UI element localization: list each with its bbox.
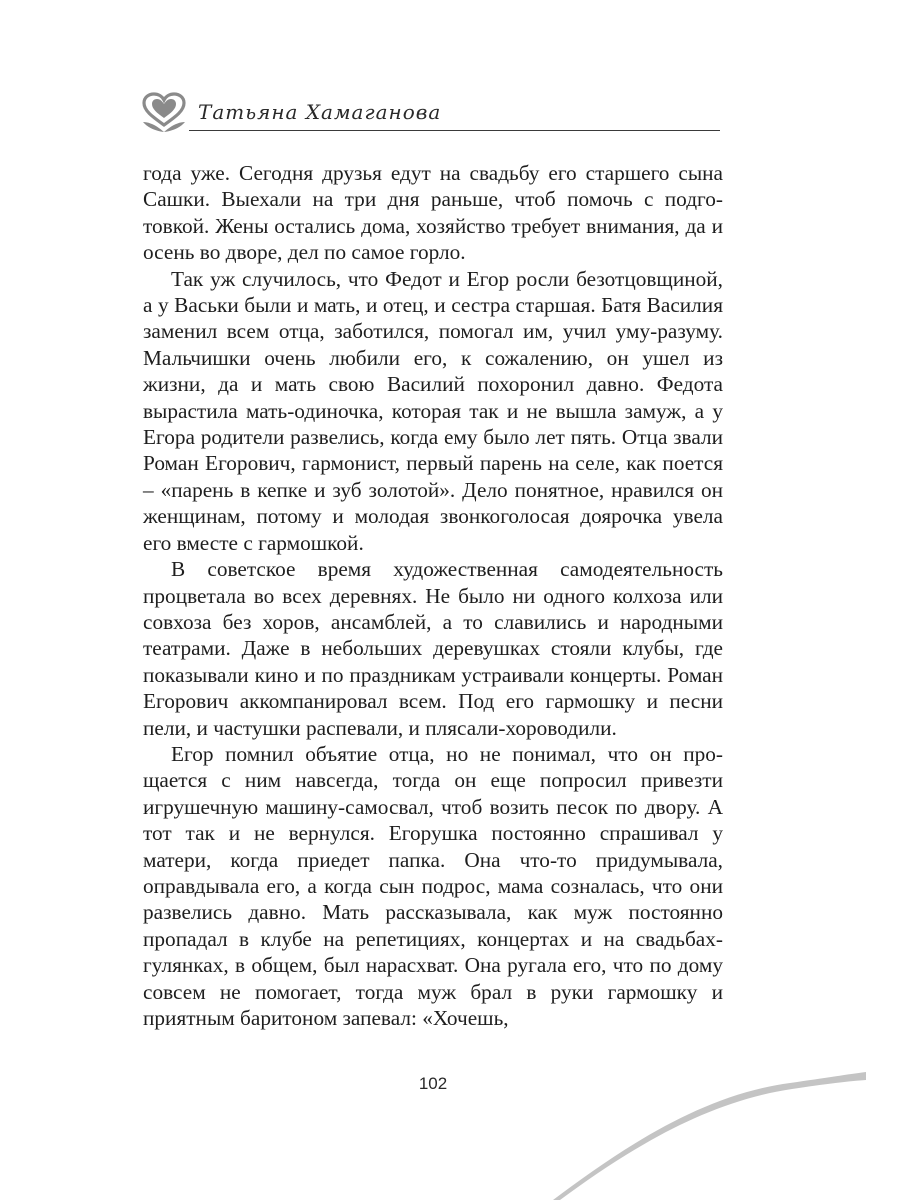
paragraph: Так уж случилось, что Федот и Егор росли безотцовщиной, а у Васьки были и мать, и отец, и сестра старшая. Батя Василия заменил всем отца, заботился, помогал им, учил уму-разуму. Мальчишки очень любили его, к сожалению, он ушел из жизни, да и мать свою Василий похоронил давно. Федота вырастила мать-одиночка, которая так и не вышла замуж, а у Егора родители развелись, когда ему было лет пять. Отца звали Роман Егорович, гармонист, первый парень на селе, как поется – «парень в кепке и зуб золотой». Дело понятное, нравился он женщинам, потому и молодая звонкоголосая доярочка увела его вместе с гармошкой. [143,266,723,555]
header-divider [189,130,720,131]
body-text [143,160,723,1031]
paragraph: В советское время художественная самодеятельность процветала во всех деревнях. Не было ни одного колхоза или совхоза без хоров, ансамблей, а то славились и народными театрами. Даже в небольших деревушках стояли клубы, где показывали кино и по праздникам устраивали концерты. Роман Егорович аккомпанировал всем. Под его гармошку и песни пели, и частушки распевали, и плясали-хороводили. [143,557,723,740]
running-header [141,92,720,134]
author-name: Татьяна Хамаганова [198,100,442,124]
paragraph: Егор помнил объятие отца, но не понимал, что он прощается с ним навсегда, тогда он еще попросил привезти игрушечную машину-самосвал, чтоб возить песок по двору. А тот так и не вернулся. Егорушка постоянно спрашивал у матери, когда приедет папка. Она что-то придумывала, оправдывала его, а когда сын подрос, мама созналась, что они развелись давно. Мать рассказывала, как муж постоянно пропадал в клубе на репетициях, концертах и на свадьбах-гулянках, в общем, был нарасхват. Она ругала его, что по дому совсем не помогает, тогда муж брал в руки гармошку и приятным баритоном запевал: «Хочешь, [143,741,723,1030]
heart-lotus-icon [141,92,187,134]
paragraph: года уже. Сегодня друзья едут на свадьбу его старшего сына Сашки. Выехали на три дня раньше, чтоб помочь с подготовкой. Жены остались дома, хозяйство требует внимания, да и осень во дворе, дел по самое горло. [143,161,723,265]
page-number: 102 [418,1074,448,1093]
